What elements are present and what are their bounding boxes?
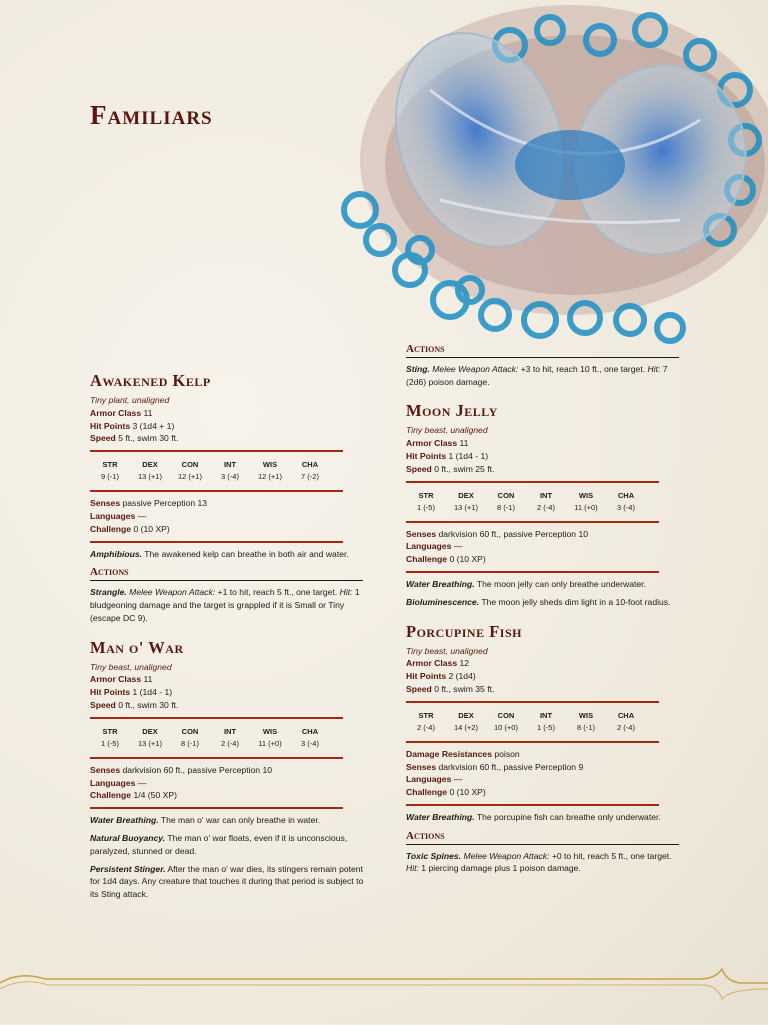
monster-name: Porcupine Fish: [406, 621, 522, 641]
monster-name: Moon Jelly: [406, 401, 498, 421]
trait-water-breathing: Water Breathing. The porcupine fish can breathe only underwater.: [406, 811, 661, 822]
trait-amphibious: Amphibious. The awakened kelp can breathe in both air and water.: [90, 548, 349, 559]
languages: Languages —: [406, 774, 463, 785]
challenge: Challenge 1/4 (50 XP): [90, 790, 177, 801]
monster-type: Tiny beast, unaligned: [406, 425, 488, 436]
armor-class: Armor Class 11: [406, 438, 469, 449]
page-title: Familiars: [90, 100, 213, 130]
divider: [90, 450, 343, 452]
armor-class: Armor Class 11: [90, 674, 153, 685]
divider: [406, 521, 659, 523]
divider: [406, 701, 659, 703]
senses: Senses darkvision 60 ft., passive Perception 10: [406, 528, 589, 539]
armor-class: Armor Class 12: [406, 658, 470, 669]
actions-heading: Actions: [90, 566, 363, 581]
armor-class: Armor Class 11: [90, 407, 153, 418]
ability-scores: STR 1 (-5) DEX 13 (+1) CON 8 (-1) INT 2 (-4) WIS 11 (+0) CHA 3 (-4): [417, 490, 635, 512]
ability-scores: STR 2 (-4) DEX 14 (+2) CON 10 (+0) INT 1 (-5) WIS 8 (-1) CHA 2 (-4): [417, 710, 635, 732]
senses: Senses darkvision 60 ft., passive Perception 9: [406, 761, 584, 772]
action-sting: Sting. Melee Weapon Attack: +3 to hit, reach 10 ft., one target. Hit: 7 (2d6) poison damage.: [406, 363, 668, 387]
hit-points: Hit Points 2 (1d4): [406, 671, 476, 682]
monster-type: Tiny beast, unaligned: [90, 661, 172, 672]
speed: Speed 0 ft., swim 30 ft.: [90, 699, 179, 710]
statblock-moon-jelly: [406, 402, 681, 608]
divider: [406, 481, 659, 483]
languages: Languages —: [90, 777, 147, 788]
divider: [406, 571, 659, 573]
challenge: Challenge 0 (10 XP): [406, 787, 486, 798]
divider: [406, 804, 659, 806]
senses: Senses passive Perception 13: [90, 498, 208, 509]
statblock-awakened-kelp: [90, 372, 365, 625]
languages: Languages —: [406, 541, 463, 552]
monster-name: Man o' War: [90, 637, 184, 657]
challenge: Challenge 0 (10 XP): [406, 554, 486, 565]
trait-water-breathing: Water Breathing. The moon jelly can only breathe underwater.: [406, 578, 646, 589]
action-strangle: Strangle. Melee Weapon Attack: +1 to hit, reach 5 ft., one target. Hit: 1 bludgeoning damage and the target is grappled if it is Small or Tiny (escape DC 9).: [90, 587, 360, 623]
footer-ornament: [0, 965, 768, 1025]
ability-scores: STR 1 (-5) DEX 13 (+1) CON 8 (-1) INT 2 (-4) WIS 11 (+0) CHA 3 (-4): [101, 726, 319, 748]
monster-type: Tiny plant, unaligned: [90, 395, 170, 405]
left-column: [90, 372, 365, 915]
divider: [90, 807, 343, 809]
actions-heading: Actions: [406, 830, 679, 845]
man-o-war-illustration: [320, 0, 768, 365]
divider: [90, 717, 343, 719]
hit-points: Hit Points 1 (1d4 - 1): [406, 450, 489, 461]
trait-natural-buoyancy: Natural Buoyancy. The man o' war floats, even if it is unconscious, paralyzed, stunned or dead.: [90, 832, 348, 856]
speed: Speed 0 ft., swim 35 ft.: [406, 683, 495, 694]
action-toxic-spines: Toxic Spines. Melee Weapon Attack: +0 to hit, reach 5 ft., one target. Hit: 1 piercing damage plus 1 poison damage.: [406, 850, 672, 874]
trait-bioluminescence: Bioluminescence. The moon jelly sheds dim light in a 10-foot radius.: [406, 596, 671, 607]
statblock-porcupine-fish: [406, 623, 681, 876]
actions-heading: Actions: [406, 343, 679, 358]
monster-type: Tiny beast, unaligned: [406, 645, 488, 656]
divider: [90, 541, 343, 543]
trait-persistent-stinger: Persistent Stinger. After the man o' war dies, its stingers remain potent for 1d4 days. Any creature that touches it during that period is subject to its Sting attack.: [90, 863, 364, 900]
man-o-war-actions: [406, 343, 681, 388]
speed: Speed 5 ft., swim 30 ft.: [90, 433, 179, 444]
speed: Speed 0 ft., swim 25 ft.: [406, 463, 495, 474]
divider: [90, 490, 343, 492]
statblock-man-o-war: [90, 639, 365, 901]
trait-water-breathing: Water Breathing. The man o' war can only breathe in water.: [90, 815, 321, 826]
ability-scores: STR 9 (-1) DEX 13 (+1) CON 12 (+1) INT 3 (-4) WIS 12 (+1) CHA 7 (-2): [101, 460, 319, 482]
hit-points: Hit Points 1 (1d4 - 1): [90, 687, 173, 698]
hit-points: Hit Points 3 (1d4 + 1): [90, 420, 175, 431]
senses: Senses darkvision 60 ft., passive Perception 10: [90, 764, 273, 775]
divider: [406, 741, 659, 743]
right-column: [406, 343, 681, 889]
languages: Languages —: [90, 510, 147, 521]
damage-resistances: Damage Resistances poison: [406, 748, 520, 759]
challenge: Challenge 0 (10 XP): [90, 523, 170, 534]
monster-name: Awakened Kelp: [90, 371, 211, 390]
divider: [90, 757, 343, 759]
